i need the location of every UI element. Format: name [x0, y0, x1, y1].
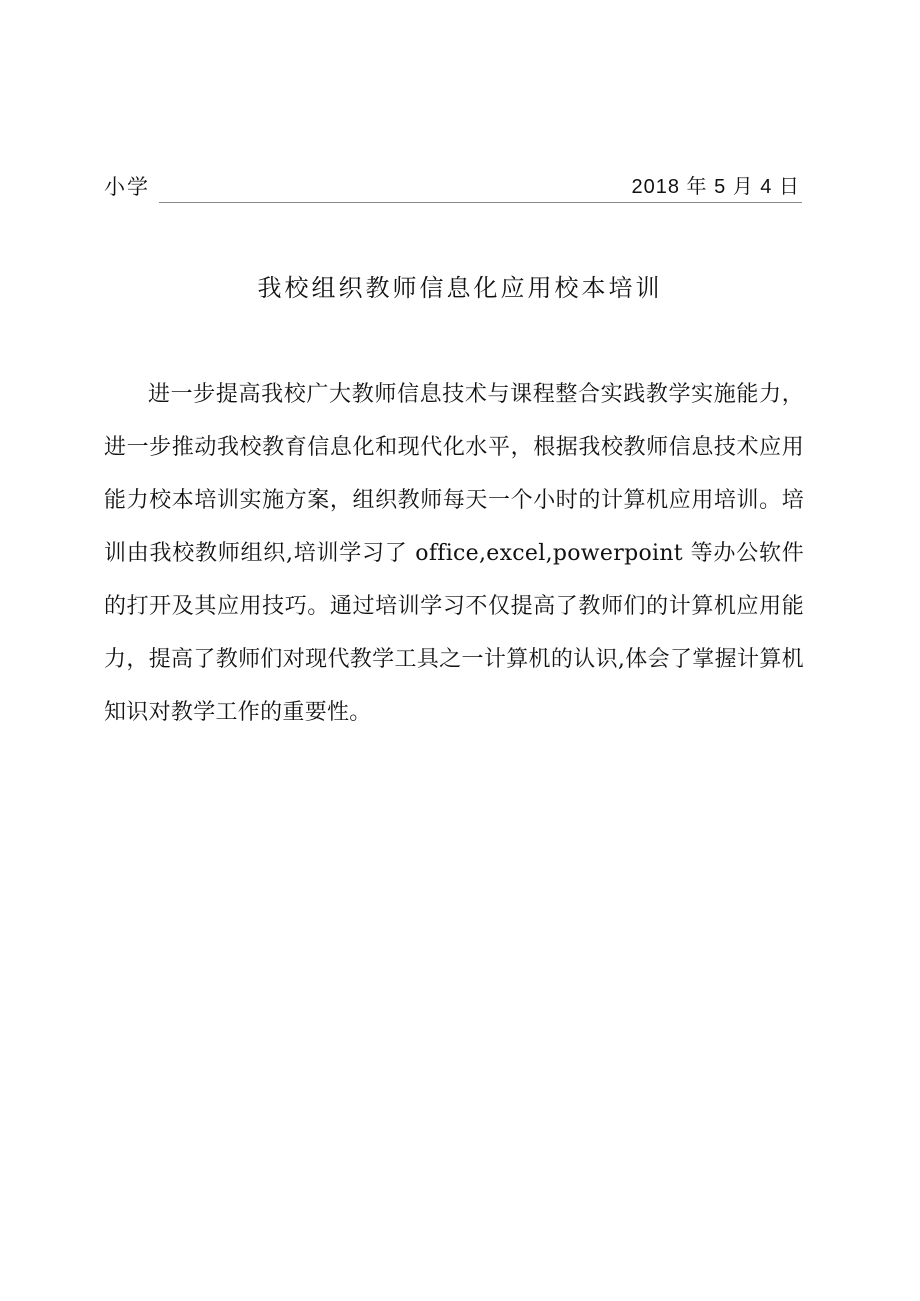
school-name: 小学: [104, 175, 150, 199]
document-date: 2018 年 5 月 4 日: [631, 176, 800, 198]
document-title: 我校组织教师信息化应用校本培训: [257, 274, 663, 302]
document-header: [104, 170, 802, 204]
header-underline: [159, 202, 802, 203]
body-paragraph: 进一步提高我校广大教师信息技术与课程整合实践教学实施能力，进一步推动我校教育信息化和现代化水平，根据我校教师信息技术应用能力校本培训实施方案，组织教师每天一个小时的计算机应用培训。培训由我校教师组织,培训学习了 office,excel,powerpoint 等办公软件的打开及其应用技巧。通过培训学习不仅提高了教师们的计算机应用能力，提高了教师们对现代教学工具之一计算机的认识,体会了掌握计算机知识对教学工作的重要性。: [104, 382, 804, 725]
